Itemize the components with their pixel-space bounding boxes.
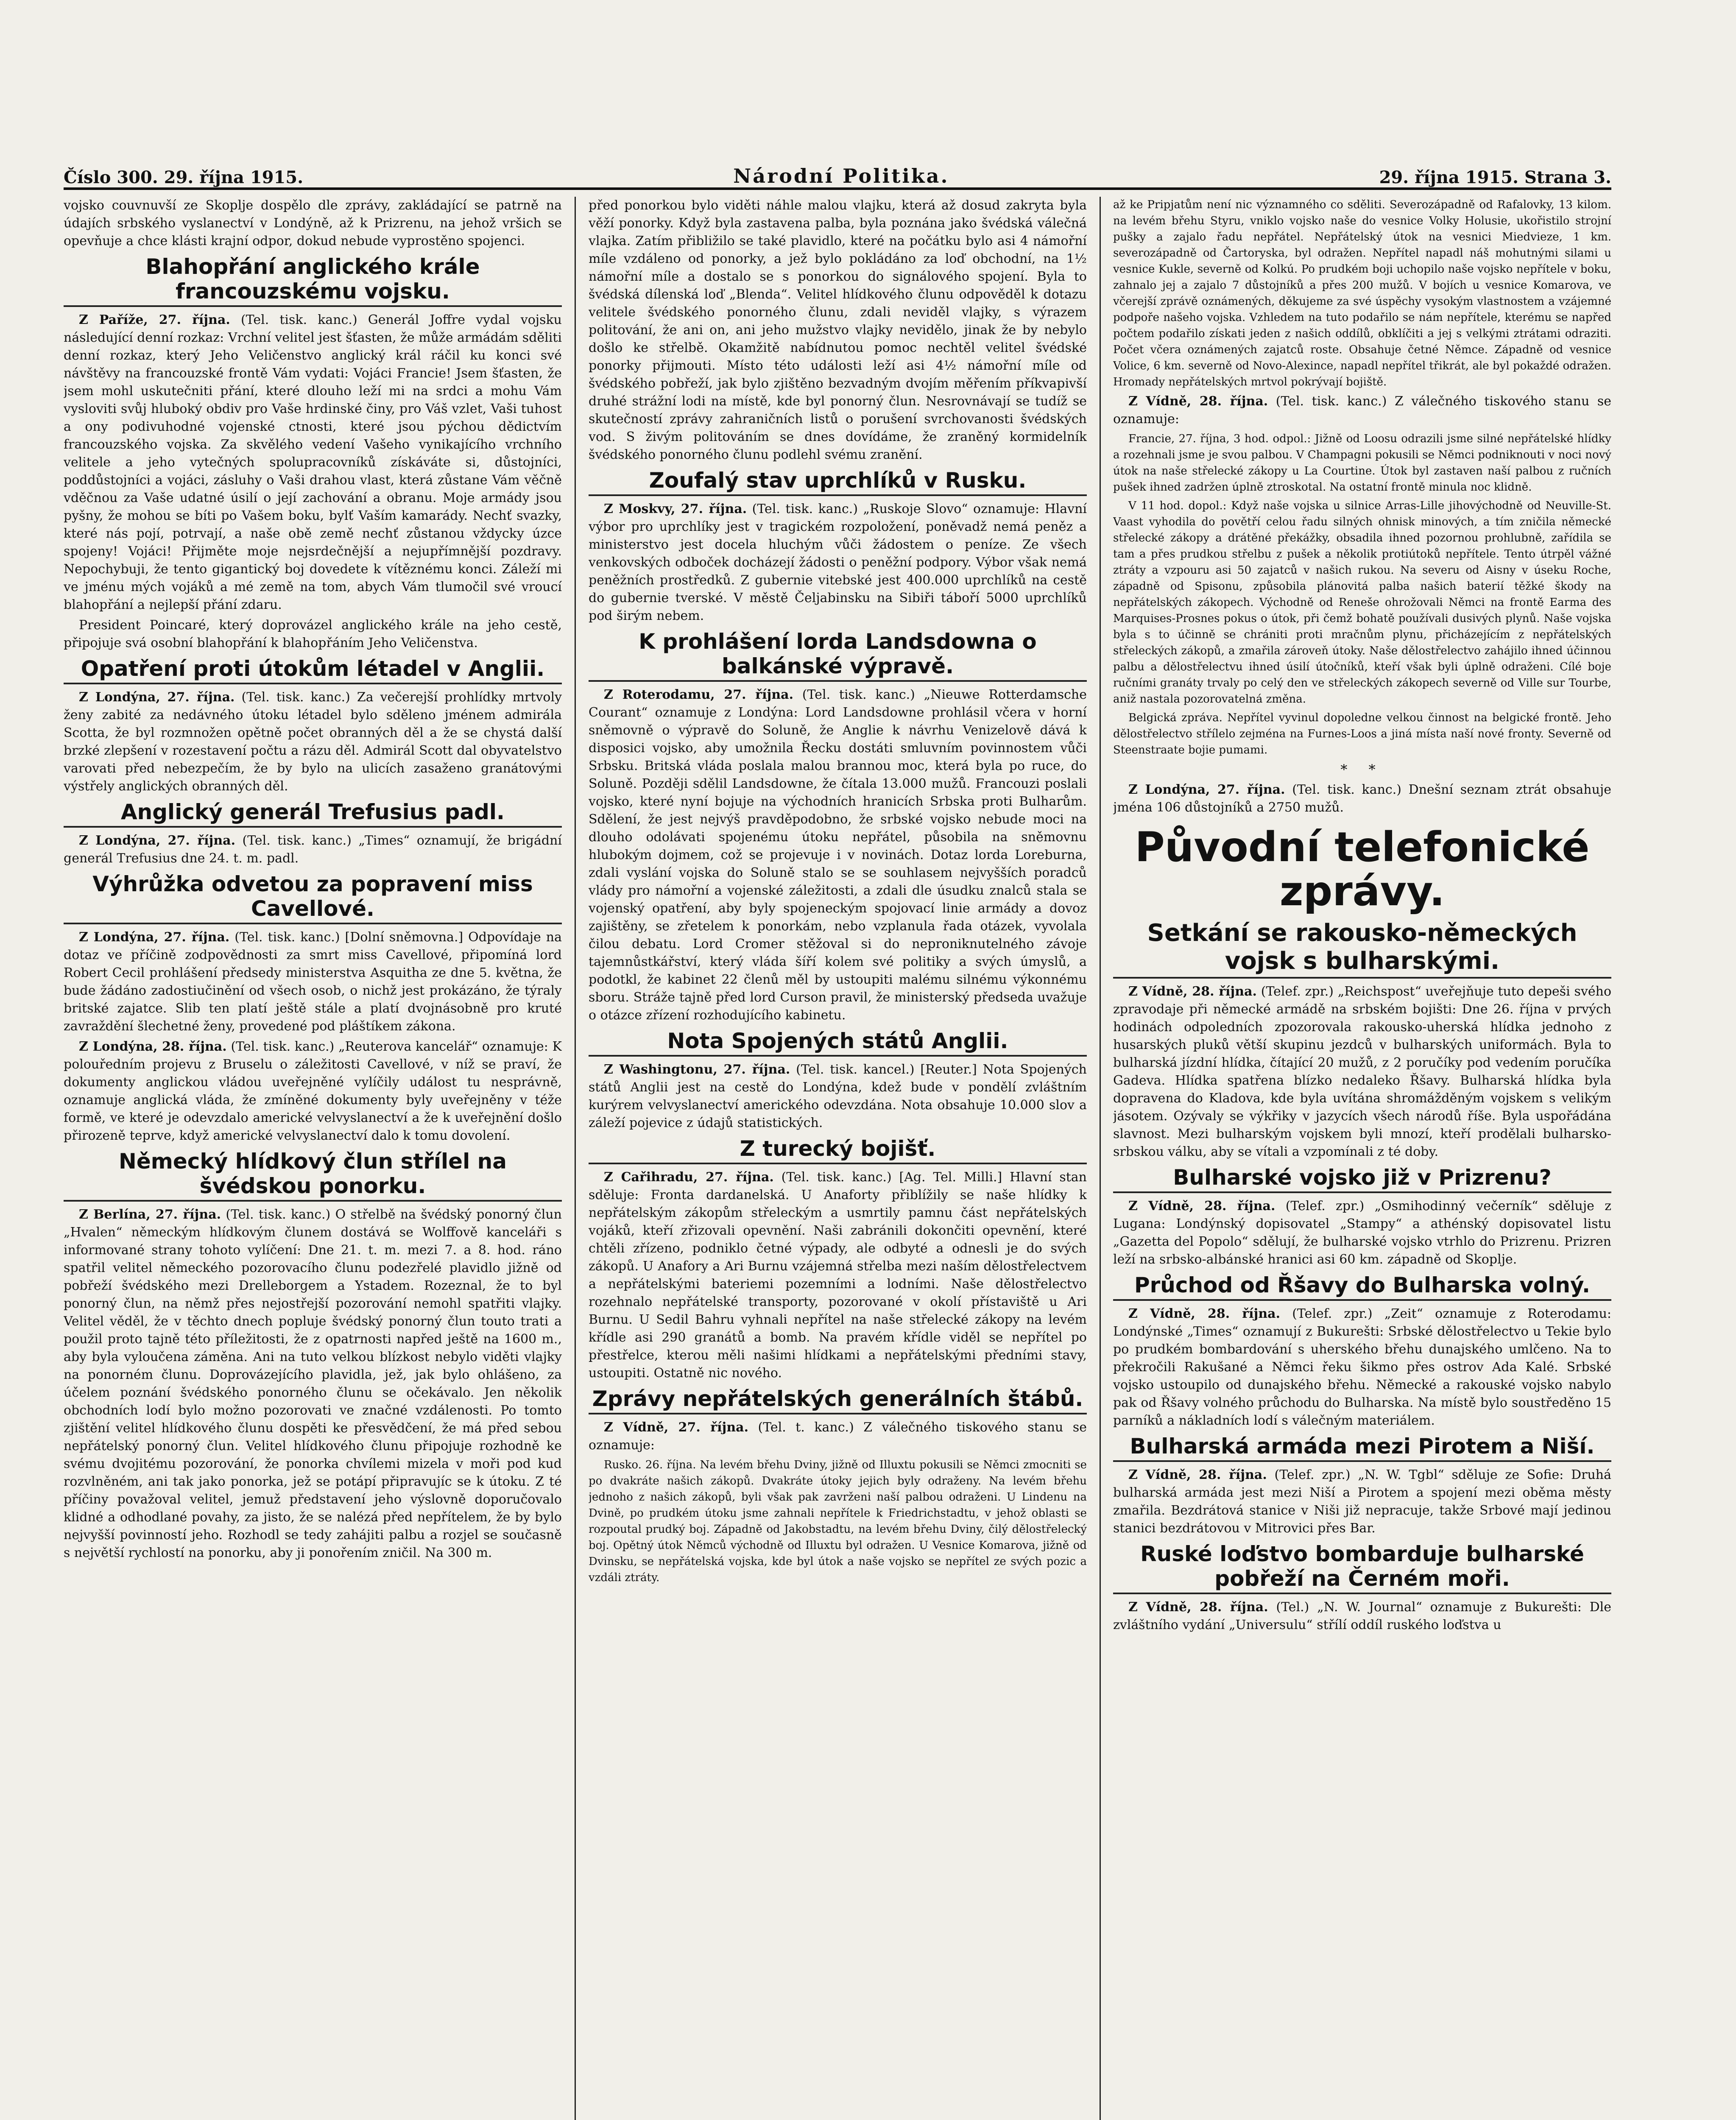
article-headline: Zprávy nepřátelských generálních štábů. (589, 1386, 1087, 1414)
article-paragraph: Francie, 27. října, 3 hod. odpol.: Jižně od Loosu odrazili jsme silné nepřátelské hlídky a rozehnali jsme je svou palbou. V Champagni pokusili se Němci podniknouti v noci nový útok na naše střelecké zákopy u La Courtine. Útok byl zastaven naší palbou z ručních pušek ihned zadržen úplně ztroskotal. Na ostatní frontě minula noc klidně. (1113, 432, 1611, 494)
article-paragraph: Z Vídně, 28. října. (Telef. zpr.) „Osmihodinný večerník“ sděluje z Lugana: Londýnský dopisovatel „Stampy“ a athénský dopisovatel listu „Gazetta del Popolo“ sdělují, že bulharské vojsko vtrhlo do Prizrenu. Prizren leží na srbsko-albánské hranici asi 60 km. západně od Skoplje. (1113, 1199, 1611, 1267)
article-headline: Průchod od Řšavy do Bulharska volný. (1113, 1273, 1611, 1301)
article-headline: Bulharská armáda mezi Pirotem a Niší. (1113, 1434, 1611, 1462)
issue-info: Číslo 300. 29. října 1915. (64, 167, 304, 187)
article-paragraph: Belgická zpráva. Nepřítel vyvinul dopoledne velkou činnost na belgické frontě. Jeho dělostřelectvo střílelo zejména na Furnes-Loos a jiná místa naší nové fronty. Severně od Steenstraate bojie pumami. (1113, 711, 1611, 756)
article-paragraph: Z Washingtonu, 27. října. (Tel. tisk. kancel.) [Reuter.] Nota Spojených států Anglii jest na cestě do Londýna, kdež bude v pondělí zvláštním kurýrem velvyslanectví amerického odevzdána. Nota obsahuje 10.000 slov a záleží pojevice z údajů statistických. (589, 1062, 1087, 1130)
article-paragraph: Z Cařihradu, 27. října. (Tel. tisk. kanc.) [Ag. Tel. Milli.] Hlavní stan sděluje: Fronta dardanelská. U Anaforty přiblížily se naše hlídky k nepřátelským zákopům střeleckým a usmrtily pamnu část nepřátelských vojáků, kteří zřizovali opevnění. Naši zabránili dokončiti opevnění, které chtěli zřízeno, podniklo četné výpady, ale odbyté a odnesli je do svých zákopů. U Anafory a Ari Burnu vzájemná střelba mezi naším dělostřelectvem a nepřátelskými bateriemi pozemními a lodními. Naše dělostřelectvo rozehnalo nepřátelské transporty, pozorované v okolí přístaviště u Ari Burnu. U Sedil Bahru vyhnali nepřítel na naše střelecké zákopy na levém křídle asi 290 granátů a bomb. Na pravém křídle viděl se nepřítel po přestřelce, kterou měli našimi hlídkami a nepřátelskými předními stavy, ustoupiti. Ostatně nic nového. (589, 1170, 1087, 1381)
separator-asterisks: * * (1340, 762, 1384, 778)
dateline: Z Londýna, 27. října. (79, 833, 236, 848)
article-headline: Z turecký bojišť. (589, 1136, 1087, 1164)
article-paragraph: Z Paříže, 27. října. (Tel. tisk. kanc.) Generál Joffre vydal vojsku následující denní rozkaz: Vrchní velitel jest šťasten, že může armádám sděliti denní rozkaz, který Jeho Veličenstvo anglický král ráčil ku konci své návštěvy na francouzské frontě Vám vydati: Vojáci Francie! Jsem šťasten, že jsem mohl uskutečniti přání, které dlouho leží mi na srdci a mohu Vám vysloviti svůj hluboký obdiv pro Vaše hrdinské činy, pro Váš vzlet, Vaši tuhost a ony podivuhodné vojenské ctnosti, které jsou pýchou dědictvím francouzského vojska. Za skvělého vedení Vašeho vynikajícího vrchního velitele a jeho vytečných spolupracovníků získáváte si, důstojníci, poddůstojníci a vojáci, zásluhy o Vaši drahou vlast, která zůstane Vám věčně vděčnou za Vaše udatné úsilí o její zachování a obranu. Moje armády jsou pyšny, že mohou se bíti po Vašem boku, bylť Vaším kamarády. Nechť svazky, které nás pojí, potrvají, a naše obě země nechť zůstanou vždycky úzce spojeny! Vojáci! Přijměte moje nejsrdečnější a nejupřímnější pozdravy. Nepochybuji, že tento gigantický boj dovedete k vítěznému konci. Záleží mi ve jménu mých vojáků a mé země na tom, abych Vám tlumočil své vroucí blahopřání a nejlepší přání zdaru. (64, 312, 562, 612)
dateline: Z Cařihradu, 27. října. (604, 1170, 774, 1185)
dateline: Z Berlína, 27. října. (79, 1207, 221, 1222)
article-paragraph: vojsko couvnuvší ze Skoplje dospělo dle zprávy, zakládající se patrně na údajích srbského vyslanectví v Londýně, až k Prizrenu, na jehož vršich se opevňuje a chce klásti krajní odpor, dokud nebude vyprostěno spojenci. (64, 198, 562, 248)
dateline: Z Moskvy, 27. října. (604, 502, 747, 516)
masthead (64, 158, 1611, 190)
article-paragraph: Z Londýna, 28. října. (Tel. tisk. kanc.) „Reuterova kancelář“ oznamuje: K polouředním projevu z Bruselu o záležitosti Cavellové, v níž se praví, že dokumenty anglickou vládou uveřejněné vylíčily událost tu nesprávně, oznamuje anglická vláda, že zmíněné dokumenty byly uveřejněny v téže formě, ve které je odevzdalo americké velvyslanectví a že k uveřejnění došlo přirozeně teprve, když americké velvyslanectví dalo k tomu dovolení. (64, 1039, 562, 1143)
article-paragraph: před ponorkou bylo viděti náhle malou vlajku, která až dosud zakryta byla věží ponorky. Když byla zastavena palba, byla poznána jako švédská válečná vlajka. Zatím přibližilo se také plavidlo, které na počátku bylo asi 4 námořní míle vzdáleno od ponorky, a jež bylo pokládáno za loď obchodní, na 1½ námořní míle a dostalo se s ponorkou do signálového spojení. Byla to švédská dílenská loď „Blenda“. Velitel hlídkového člunu odpověděl k dotazu velitele švédského ponorného člunu, zdali neviděl vlajky, s výrazem politování, že ani on, ani jeho mužstvo vlajky nevidělo, jinak že by nebylo došlo ke střelbě. Okamžitě nabídnutou pomoc nechtěl velitel švédské ponorky přijmouti. Místo této události leží asi 4½ námořní míle od švédského pobřeží, jak bylo zjištěno bezvadným dvojím měřením příkvapivší druhé strážní lodi na místě, kde byl ponorný člun. Nesrovnávají se tudíž se skutečností zprávy zahraničních listů o porušení svrchovanosti švédských vod. S živým politováním se dnes dovídáme, že zraněný kormidelník švédského ponorného člunu podlehl svému zranění. (589, 198, 1087, 462)
column-3 (1113, 197, 1611, 2120)
article-headline: Nota Spojených států Anglii. (589, 1029, 1087, 1057)
dateline: Z Paříže, 27. října. (79, 312, 230, 327)
column-divider (575, 197, 576, 2120)
article-paragraph: Z Berlína, 27. října. (Tel. tisk. kanc.) O střelbě na švédský ponorný člun „Hvalen“ německým hlídkovým člunem dostává se Wolffově kanceláři s informované strany tohoto vylíčení: Dne 21. t. m. mezi 7. a 8. hod. ráno spatřil velitel německého pozorovacího člunu podezřelé plavidlo jižně od pobřeží švédského mezi Drelleborgem a Ystadem. Rozeznal, že to byl ponorný člun, na němž přes nejostřejší pozorování nemohl spatřiti vlajky. Velitel věděl, že v těchto dnech popluje švédský ponorný člun touto trati a použil proto tajně této příležitosti, že z opatrnosti napřed ještě na 1600 m., aby byla vyloučena záměna. Ani na tuto velkou blízkost nebylo viděti vlajky na ponorném člunu. Doprovázejícího plavidla, jež, jak bylo ohlášeno, za účelem poznání švédského ponorného člunu se očekávalo. Jen několik obchodních lodí bylo možno pozorovati ve značné vzdálenosti. Po tomto zjištění velitel hlídkového člunu dospěti ke přesvědčení, že má před sebou nepřátelský ponorný člun. Velitel hlídkového člunu připojuje rozhodně ke svému dvojitému pozorování, že ponorka chvílemi mizela v moři pod kud rozvlněném, ani tak jako ponorka, jež se potápí připravujíc se k útoku. Z té příčiny považoval velitel, jemuž představení jeho výslovně doporučovalo klidné a odhodlané povahy, za jisto, že se nalézá před nepřítelem, že by bylo nejvyšší povinností jeho. Rozhodl se tedy zahájiti palbu a rozjel se současně s největší rychlostí na ponorku, aby ji ponořením zničil. Na 300 m. (64, 1207, 562, 1560)
dateline: Z Londýna, 27. října. (1128, 782, 1285, 797)
article-paragraph: Z Londýna, 27. října. (Tel. tisk. kanc.) [Dolní sněmovna.] Odpovídaje na dotaz ve příčině zodpovědnosti za smrt miss Cavellové, připomíná lord Robert Cecil prohlášení předsedy ministerstva Asquitha ze dne 5. května, že bude žádáno zadostiučinění od všech osob, o nichž jest prokázáno, že týraly britské zajatce. Slib ten platí ještě stále a platí dvojnásobně pro kruté zavraždění šlechetné ženy, provedené pod pláštíkem zákona. (64, 930, 562, 1034)
article-headline: Opatření proti útokům létadel v Anglii. (64, 656, 562, 684)
article-paragraph: Z Londýna, 27. října. (Tel. tisk. kanc.) Za večerejší prohlídky mrtvoly ženy zabité za nedávného útoku létadel bylo sděleno jménem admirála Scotta, že byl rozmnožen opětně počet obranných děl a že se chystá další brzké zlepšení v rozestavení počtu a rázu děl. Admirál Scott dal obyvatelstvo varovati před nebezpečím, že by bylo na ulicích zasaženo granátovými výstřely anglických obranných děl. (64, 690, 562, 794)
article-headline: Anglický generál Trefusius padl. (64, 800, 562, 828)
article-headline: Německý hlídkový člun střílel na švédskou ponorku. (64, 1149, 562, 1202)
article-headline: Bulharské vojsko již v Prizrenu? (1113, 1165, 1611, 1193)
dateline: Z Londýna, 27. října. (79, 930, 230, 945)
section-heading: Původní telefonické zprávy. (1135, 823, 1590, 915)
article-headline: Blahopřání anglického krále francouzskému vojsku. (64, 254, 562, 307)
article-paragraph: Z Vídně, 28. října. (Tel.) „N. W. Journal“ oznamuje z Bukurešti: Dle zvláštního vydání „Universulu“ střílí oddíl ruského loďstva u (1113, 1600, 1611, 1632)
column-2 (589, 197, 1087, 2120)
dateline: Z Washingtonu, 27. října. (604, 1062, 790, 1077)
article-headline: Zoufalý stav uprchlíků v Rusku. (589, 468, 1087, 496)
article-paragraph: Z Vídně, 28. října. (Telef. zpr.) „Reichspost“ uveřejňuje tuto depeši svého zpravodaje při německé armádě na srbském bojišti: Dne 26. října v prvých hodinách odpoledních zpozorovala rakousko-uherská hlídka jednoho z husarských pluků větší skupinu jezdců v bulharských uniformách. Byla to bulharská jízdní hlídka, čítající 20 mužů, z 2 poručíky pod vedením poručíka Gadeva. Hlídka spatřena blízko nedaleko Řšavy. Bulharská hlídka byla dopravena do Kladova, kde byla uvítána shromážděným vojskem s velikým jásotem. Ozývaly se výkřiky v jazycích všech národů říše. Byla uspořádána slavnost. Mezi bulharským vojskem byli mnozí, kteří prodělali bulharsko-srbskou válku, aby se vítali a vzpomínali z té doby. (1113, 984, 1611, 1159)
newspaper-sheet (64, 158, 1611, 2120)
article-paragraph: Rusko. 26. října. Na levém břehu Dviny, jižně od Illuxtu pokusili se Němci zmocniti se po dvakráte našich zákopů. Dvakráte útoky jejich byly odraženy. Na levém břehu jednoho z našich zákopů, byli však pak zavrženi naší palbou odraženi. U Lindenu na Dvině, po prudkém útoku jsme zahnali nepřítele k Friedrichstadtu, v jehož oblasti se rozpoutal prudký boj. Západně od Jakobstadtu, na levém břehu Dviny, čilý dělostřelecký boj. Opětný útok Němců východně od Illuxtu byl odražen. U Vesnice Komarova, jižně od Dvinsku, se nepřátelská vojska, kde byl útok a naše vojsko se nepřítel ze svých pozic a vzdáli ztráty. (589, 1459, 1087, 1584)
article-paragraph: Z Vídně, 28. října. (Tel. tisk. kanc.) Z válečného tiskového stanu se oznamuje: (1113, 394, 1611, 427)
dateline: Z Vídně, 28. října. (1128, 1306, 1281, 1321)
article-paragraph: President Poincaré, který doprovázel anglického krále na jeho cestě, připojuje svá osobní blahopřání k blahopřáním Jeho Veličenstva. (64, 618, 562, 650)
article-paragraph: Z Moskvy, 27. října. (Tel. tisk. kanc.) „Ruskoje Slovo“ oznamuje: Hlavní výbor pro uprchlíky jest v tragickém rozpoložení, poněvadž nemá peněz a ministerstvo jest docela hluchým vůči žádostem o peníze. Ze všech venkovských odboček docházejí žádosti o peněžní podpory. Výbor však nemá peněžních prostředků. Z gubernie vitebské jest 400.000 uprchlíků na cestě do gubernie tverské. V městě Čeljabinsku na Sibiři táboří 5000 uprchlíků pod širým nebem. (589, 502, 1087, 623)
dateline: Z Vídně, 28. října. (1128, 1467, 1267, 1482)
dateline: Z Londýna, 27. října. (79, 690, 235, 705)
article-paragraph: Z Vídně, 28. října. (Telef. zpr.) „Zeit“ oznamuje z Roterodamu: Londýnské „Times“ oznamují z Bukurešti: Srbské dělostřelectvo u Tekie bylo po prudkém bombardování s uherského břehu dunajského umlčeno. Na to překročili Rakušané a Němci řeku šikmo přes ostrov Ada Kalé. Srbské vojsko ustoupilo od dunajského břehu. Německé a rakouské vojsko nabylo pak od Řšavy volného průchodu do Bulharska. Na místě bylo soustředěno 15 parníků a nákladních lodí s válečným materiálem. (1113, 1306, 1611, 1428)
dateline: Z Roterodamu, 27. října. (604, 687, 794, 702)
article-paragraph: Z Vídně, 27. října. (Tel. t. kanc.) Z válečného tiskového stanu se oznamuje: (589, 1420, 1087, 1453)
column-1 (64, 197, 562, 2120)
article-paragraph: až ke Pripjatům není nic významného co sděliti. Severozápadně od Rafalovky, 13 kilom. na levém břehu Styru, vniklo vojsko naše do vesnice Volky Holusie, ukořistilo strojní pušky a zajalo řadu nepřátel. Nepřátelský útok na vesnici Miedvieze, 1 km. severozápadně od Čartoryska, byl odražen. Nepřítel napadl náš mohutnými silami u vesnice Kukle, severně od Kolkú. Po prudkém boji uchopilo naše vojsko nepřítele v boku, zahnalo jej a zajalo 7 důstojníků a přes 200 mužů. V bojích u vesnice Komarova, ve včerejší zprávě oznámených, děkujeme za své úspěchy vysokým vlastnostem a vzájemné podpoře našeho vojska. Vzhledem na tuto podařilo se nám nepřítele, kterému se napřed počtem podařilo získati jeden z našich oddílů, obklíčiti a jej s velkými ztrátami odraziti. Počet včera oznámených zajatců roste. Obsahuje četné Němce. Západně od vesnice Volice, 6 km. severně od Novo-Alexince, napadl nepřítel třikrát, ale byl pokaždé odražen. Hromady nepřátelských mrtvol pokrývají bojiště. (1113, 198, 1611, 388)
article-paragraph: Z Londýna, 27. října. (Tel. tisk. kanc.) „Times“ oznamují, že brigádní generál Trefusius dne 24. t. m. padl. (64, 833, 562, 866)
article-paragraph: Z Londýna, 27. října. (Tel. tisk. kanc.) Dnešní seznam ztrát obsahuje jména 106 důstojníků a 2750 mužů. (1113, 782, 1611, 815)
article-paragraph: Z Roterodamu, 27. října. (Tel. tisk. kanc.) „Nieuwe Rotterdamsche Courant“ oznamuje z Londýna: Lord Landsdowne prohlásil včera v horní sněmovně o výpravě do Soluně, že Anglie k návrhu Venizelově dává k disposici vojsko, aby umožnila Řecku dostáti smluvním povinnostem vůči Srbsku. Britská vláda poslala malou brannou moc, která byla po ruce, do Soluně. Později sdělil Landsdowne, že čítala 13.000 mužů. Francouzi poslali vojsko, které nyní bojuje na východních hranicích Srbska proti Bulharům. Sdělení, že jest nejvýš pravděpodobno, že srbské vojsko nebude moci na dlouho odolávati spojenému útoku nepřátel, působila na sněmovnu hlubokým dojmem, což se projevuje i v novinách. Dotaz lorda Loreburna, zdali vyslání vojska do Soluně stalo se se souhlasem nejvyšších poradců vlády pro námořní a vojenské záležitosti, a zdali dle úsudku znalců stala se vojenský opatření, aby byly spojeneckým spojovací linie armády a dovoz zajištěny, se zřetelem k ponorkám, nebo vzplanula řada otázek, vyvolala čilou debatu. Lord Cromer stěžoval si do neproniknutelného závoje tajemnůstkářství, který vláda šíří kolem své politiky a svých úmyslů, a podotkl, že kabinet 22 členů měl by ustoupiti malému silnému výkonnému sboru. Stráže tajně před lord Curson pravil, že ministerský předseda uvažuje o otázce zřízení rozhodujícího kabinetu. (589, 687, 1087, 1023)
dateline: Z Vídně, 28. října. (1128, 1199, 1275, 1213)
article-headline: Výhrůžka odvetou za popravení miss Cavellové. (64, 872, 562, 924)
article-paragraph: V 11 hod. dopol.: Když naše vojska u silnice Arras-Lille jihovýchodně od Neuville-St. Vaast vyhodila do povětří celou řadu silných ohnisk minových, a tím zničila německé střelecké zákopy a drátěné překážky, obsadila ihned pozornou prohlubně, zařídila se tam a přes prudkou střelbu z pušek a několik protiútoků nepřítele. Tento útrpěl vážné ztráty a vzpouru asi 50 zajatců v našich rukou. Na severu od Aisny v úseku Roche, západně od Spisonu, způsobila plánovitá palba našich baterií těžké škody na nepřátelských zákopech. Východně od Reneše ohrožovali Němci na frontě Earma des Marquises-Prosnes pokus o útok, při čemž bohatě používali dusivých plynů. Naše vojska byla s to účinně se chrániti proti mračnům plynu, přicházejícím z nepřátelských střeleckých zákopů, a zmařila zároveň útoky. Naše dělostřelectvo zahájilo ihned účinnou palbu a dělostřelectvu ihned úsilí útočníků, kteří však byli úplně odraženi. Cílé boje ručními granáty trvaly po celý den ve střeleckých zákopech severně od Ville sur Tourbe, aniž nastala pozorovatelná změna. (1113, 499, 1611, 706)
article-paragraph: Z Vídně, 28. října. (Telef. zpr.) „N. W. Tgbl“ sděluje ze Sofie: Druhá bulharská armáda jest mezi Niší a Pirotem a spojení mezi oběma městy zmařila. Bezdrátová stanice v Niši již nepracuje, takže Srbové mají jedinou stanici bezdrátovou v Mitrovici přes Bar. (1113, 1467, 1611, 1536)
dateline: Z Londýna, 28. října. (79, 1039, 227, 1054)
dateline: Z Vídně, 28. října. (1128, 394, 1268, 409)
dateline: Z Vídně, 28. října. (1128, 984, 1257, 999)
article-headline: Ruské loďstvo bombarduje bulharské pobřeží na Černém moři. (1113, 1542, 1611, 1594)
article-headline: Setkání se rakousko-německých vojsk s bulharskými. (1113, 919, 1611, 979)
page-info: 29. října 1915. Strana 3. (1379, 167, 1611, 187)
dateline: Z Vídně, 27. října. (604, 1420, 749, 1435)
article-headline: K prohlášení lorda Landsdowna o balkánské výpravě. (589, 629, 1087, 682)
dateline: Z Vídně, 28. října. (1128, 1600, 1268, 1615)
column-divider (1100, 197, 1101, 2120)
newspaper-title: Národní Politika. (733, 165, 949, 187)
